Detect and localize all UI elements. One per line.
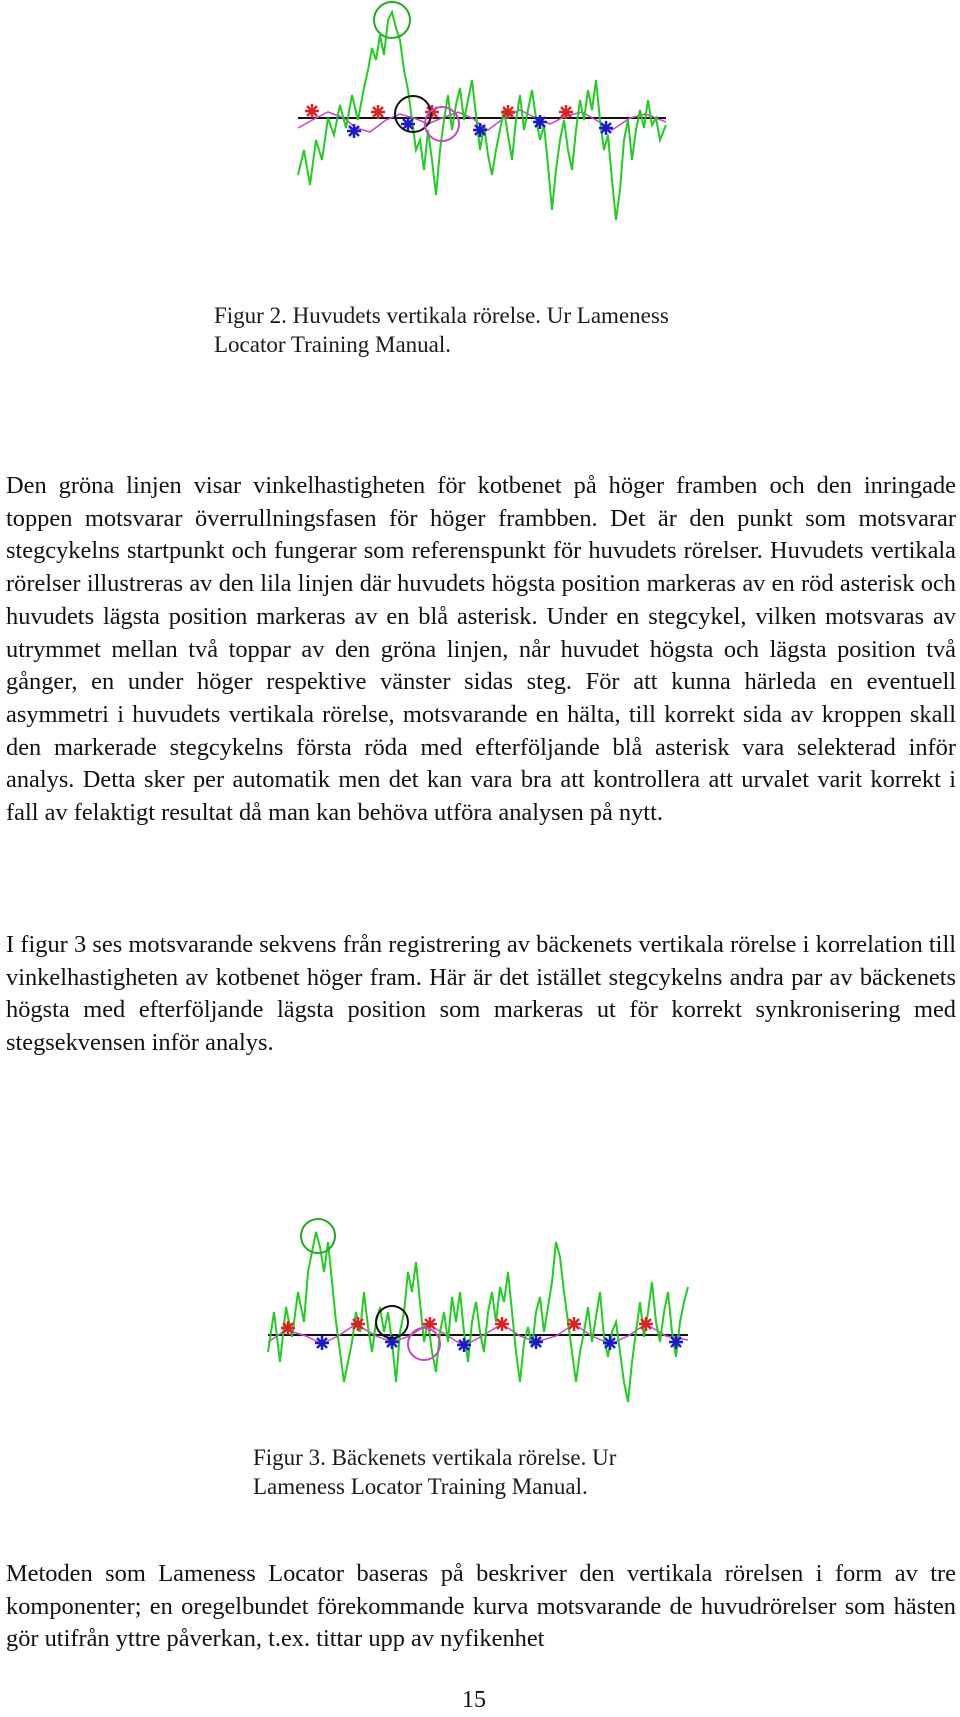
figure-2-svg <box>296 0 668 260</box>
figure-2-head-motion-plot <box>296 0 668 260</box>
figure-2-caption <box>214 301 774 359</box>
figure-3-caption <box>253 1443 713 1501</box>
figure-3-pelvis-motion-plot <box>266 1212 690 1417</box>
figure-3-svg <box>266 1212 690 1417</box>
figure-2-caption-line-1: Figur 2. Huvudets vertikala rörelse. Ur Lameness <box>214 303 669 328</box>
stride-start-circle <box>374 2 410 38</box>
page-number: 15 <box>462 1687 486 1713</box>
selected-high-circle <box>376 1306 408 1338</box>
paragraph-1: Den gröna linjen visar vinkelhastigheten för kotbenet på höger framben och den inringade toppen motsvarar överrullningsfasen för höger frambben. Det är den punkt som motsvarar stegcykelns startpunkt och fungerar som referenspunkt för huvudets rörelser. Huvudets vertikala rörelser illustreras av den lila linjen där huvudets högsta position markeras av en röd asterisk och huvudets lägsta position markeras av en blå asterisk. Under en stegcykel, vilken motsvaras av utrymmet mellan två toppar av den gröna linjen, når huvudet högsta och lägsta position två gånger, en under höger respektive vänster sidas steg. För att kunna härleda en eventuell asymmetri i huvudets vertikala rörelse, motsvarande en hälta, till korrekt sida av kroppen skall den markerade stegcykelns första röda med efterföljande blå asterisk vara selekterad inför analys. Detta sker per automatik men det kan vara bra att kontrollera att urvalet varit korrekt i fall av felaktigt resultat då man kan behöva utföra analysen på nytt. <box>6 472 956 827</box>
figure-2-caption-line-2: Locator Training Manual. <box>214 332 451 357</box>
paragraph-2: I figur 3 ses motsvarande sekvens från registrering av bäckenets vertikala rörelse i korrelation till vinkelhastigheten av kotbenet höger fram. Här är det istället stegcykelns andra par av bäckenets högsta med efterföljande lägsta position som markeras ut för korrekt synkronisering med stegsekvensen inför analys. <box>6 931 956 1057</box>
paragraph-3: Metoden som Lameness Locator baseras på beskriver den vertikala rörelsen i form av tre komponenter; en oregelbundet förekommande kurva motsvarande de huvudrörelser som hästen gör utifrån yttre påverkan, t.ex. tittar upp av nyfikenhet <box>6 1560 956 1653</box>
figure-3-caption-line-2: Lameness Locator Training Manual. <box>253 1474 588 1499</box>
signal-line <box>268 1232 688 1402</box>
figure-3-caption-line-1: Figur 3. Bäckenets vertikala rörelse. Ur <box>253 1445 617 1470</box>
signal-line <box>298 12 666 220</box>
